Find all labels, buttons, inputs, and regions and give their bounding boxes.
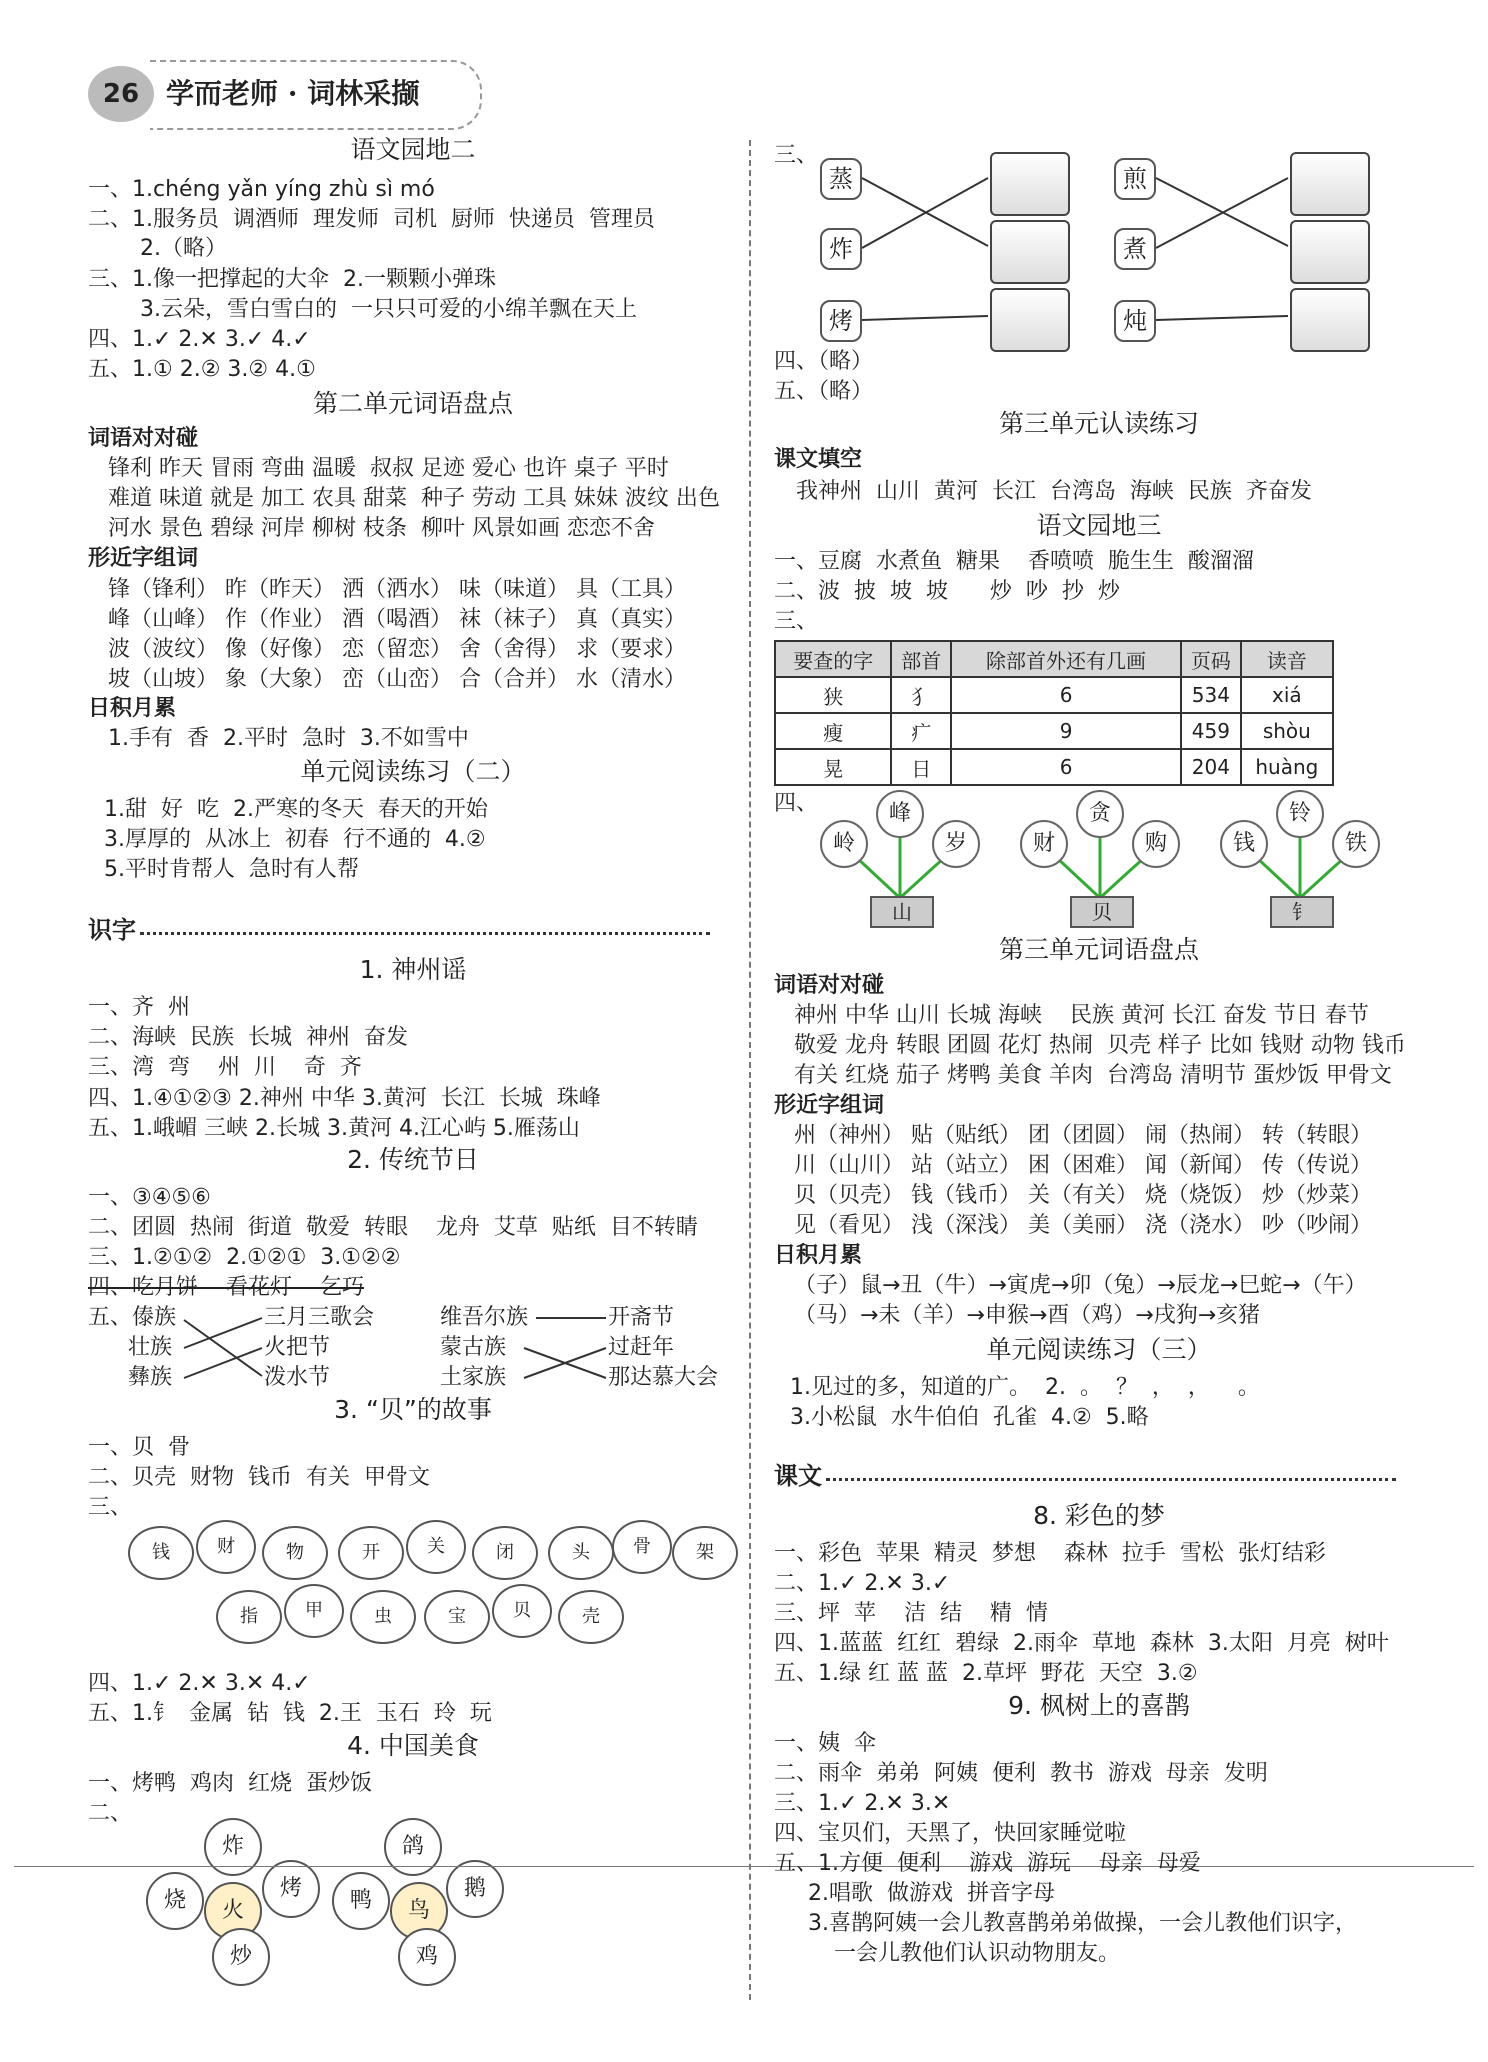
pot-flower: 岭 xyxy=(820,820,868,868)
section-title: 8. 彩色的梦 xyxy=(1033,1501,1165,1530)
section-title: 单元阅读练习（三） xyxy=(986,1335,1212,1364)
table-cell: 6 xyxy=(951,749,1181,785)
answer-line: 我神州 山川 黄河 长江 台湾岛 海峡 民族 齐奋发 xyxy=(796,479,1312,504)
answer-line: 四、1.④①②③ 2.神州 中华 3.黄河 长江 长城 珠峰 xyxy=(88,1086,601,1111)
subheading: 词语对对碰 xyxy=(88,426,199,451)
table-cell: 204 xyxy=(1181,749,1241,785)
section-title: 3. “贝”的故事 xyxy=(334,1395,492,1424)
section-title: 语文园地二 xyxy=(350,135,476,164)
flower-petal: 炒 xyxy=(212,1928,270,1986)
answer-line: 2.唱歌 做游戏 拼音字母 xyxy=(808,1881,1055,1906)
cook-char: 炖 xyxy=(1114,300,1156,342)
answer-line: 一、豆腐 水煮鱼 糖果 香喷喷 脆生生 酸溜溜 xyxy=(774,549,1254,574)
table-cell: 459 xyxy=(1181,713,1241,749)
flower-petal: 炸 xyxy=(204,1818,262,1876)
table-cell: 日 xyxy=(891,749,951,785)
answer-line: 四、 xyxy=(774,791,819,816)
pot: 钅 xyxy=(1270,896,1334,928)
section-title: 1. 神州谣 xyxy=(359,955,467,984)
header-title: 学而老师 · 词林采撷 xyxy=(166,77,420,110)
answer-line: 神州 中华 山川 长城 海峡 民族 黄河 长江 奋发 节日 春节 xyxy=(794,1003,1369,1028)
table-cell: huàng xyxy=(1241,749,1333,785)
match-item: 开斋节 xyxy=(608,1305,675,1330)
answer-line: 五、1.方便 便利 游戏 游玩 母亲 母爱 xyxy=(774,1851,1201,1876)
table-cell: xiá xyxy=(1241,677,1333,713)
answer-line: 一、烤鸭 鸡肉 红烧 蛋炒饭 xyxy=(88,1771,372,1796)
table-cell: 晃 xyxy=(775,749,891,785)
section-title: 第三单元认读练习 xyxy=(998,409,1199,438)
answer-line: 四、1.✓ 2.✕ 3.✓ 4.✓ xyxy=(88,327,311,352)
leaf-char: 架 xyxy=(672,1526,738,1580)
page-number: 26 xyxy=(88,66,154,122)
pot-flower: 财 xyxy=(1020,820,1068,868)
answer-line: 四、吃月饼 看花灯 乞巧 xyxy=(88,1275,364,1300)
table-cell: 9 xyxy=(951,713,1181,749)
section-title: 语文园地三 xyxy=(1036,511,1162,540)
match-item: 土家族 xyxy=(440,1365,507,1390)
answer-line: 1.见过的多，知道的广。 2. 。 ？ ， ， 。 xyxy=(790,1375,1260,1400)
leaf-char: 闭 xyxy=(472,1526,538,1580)
match-item: 火把节 xyxy=(264,1335,331,1360)
answer-line: 二、团圆 热闹 街道 敬爱 转眼 龙舟 艾草 贴纸 目不转睛 xyxy=(88,1215,698,1240)
flower-center: 鸟 xyxy=(390,1882,448,1940)
cook-char: 煎 xyxy=(1114,158,1156,200)
cook-char: 煮 xyxy=(1114,228,1156,270)
answer-line: 四、宝贝们，天黑了，快回家睡觉啦 xyxy=(774,1821,1127,1846)
answer-line: 四、1.✓ 2.✕ 3.✕ 4.✓ xyxy=(88,1671,311,1696)
leaf-char: 关 xyxy=(406,1520,466,1574)
table-header: 要查的字 xyxy=(775,641,891,677)
answer-line: 河水 景色 碧绿 河岸 柳树 枝条 柳叶 风景如画 恋恋不舍 xyxy=(108,516,655,541)
leaf-char: 宝 xyxy=(424,1590,490,1644)
leaf-char: 骨 xyxy=(612,1520,672,1574)
answer-line: 一、③④⑤⑥ xyxy=(88,1185,211,1210)
answer-line: 二、 xyxy=(88,1801,133,1826)
match-item: 维吾尔族 xyxy=(440,1305,529,1330)
answer-line: 三、1.像一把撑起的大伞 2.一颗颗小弹珠 xyxy=(88,267,496,292)
dotted-rule xyxy=(826,1478,1396,1481)
answer-line: 1.甜 好 吃 2.严寒的冬天 春天的开始 xyxy=(104,797,488,822)
cook-match-lines xyxy=(750,140,1450,370)
pot-flower: 峰 xyxy=(876,790,924,838)
section-title: 第二单元词语盘点 xyxy=(312,389,513,418)
table-header: 除部首外还有几画 xyxy=(951,641,1181,677)
answer-line: 二、1.服务员 调酒师 理发师 司机 厨师 快递员 管理员 xyxy=(88,207,655,232)
pot-flower: 购 xyxy=(1132,820,1180,868)
match-item: 过赶年 xyxy=(608,1335,675,1360)
answer-line: 三、 xyxy=(774,609,819,634)
subheading: 形近字组词 xyxy=(774,1093,885,1118)
answer-line: 二、贝壳 财物 钱币 有关 甲骨文 xyxy=(88,1465,430,1490)
match-lines xyxy=(0,0,750,1420)
leaf-char: 甲 xyxy=(284,1584,344,1638)
answer-line: 一、姨 伞 xyxy=(774,1731,876,1756)
answer-line: 难道 味道 就是 加工 农具 甜菜 种子 劳动 工具 妹妹 波纹 出色 xyxy=(108,486,720,511)
answer-line: 3.小松鼠 水牛伯伯 孔雀 4.② 5.略 xyxy=(790,1405,1149,1430)
answer-line: 二、1.✓ 2.✕ 3.✓ xyxy=(774,1571,951,1596)
table-cell: shòu xyxy=(1241,713,1333,749)
cook-char: 炸 xyxy=(820,228,862,270)
pot-flower: 铁 xyxy=(1332,820,1380,868)
answer-line: 3.厚厚的 从冰上 初春 行不通的 4.② xyxy=(104,827,486,852)
flower-petal: 烧 xyxy=(146,1872,204,1930)
table-header: 部首 xyxy=(891,641,951,677)
pot-flower: 岁 xyxy=(932,820,980,868)
answer-line: 贝（贝壳） 钱（钱币） 关（有关） 烧（烧饭） 炒（炒菜） xyxy=(794,1183,1372,1208)
leaf-char: 贝 xyxy=(492,1584,552,1638)
pot-flower: 铃 xyxy=(1276,790,1324,838)
subheading: 形近字组词 xyxy=(88,546,199,571)
answer-line: 二、雨伞 弟弟 阿姨 便利 教书 游戏 母亲 发明 xyxy=(774,1761,1268,1786)
leaf-char: 物 xyxy=(262,1526,328,1580)
leaf-char: 头 xyxy=(548,1526,614,1580)
pot: 山 xyxy=(870,896,934,928)
pot: 贝 xyxy=(1070,896,1134,928)
answer-line: 锋利 昨天 冒雨 弯曲 温暖 叔叔 足迹 爱心 也许 桌子 平时 xyxy=(108,456,669,481)
dictionary-table xyxy=(774,640,1334,786)
table-cell: 狭 xyxy=(775,677,891,713)
answer-line: 一会儿教他们认识动物朋友。 xyxy=(834,1941,1121,1966)
answer-line: 波（波纹） 像（好像） 恋（留恋） 舍（舍得） 求（要求） xyxy=(108,637,686,662)
flower-petal: 鸡 xyxy=(398,1928,456,1986)
match-item: 彝族 xyxy=(128,1365,173,1390)
table-header: 页码 xyxy=(1181,641,1241,677)
unit-heading: 课文 xyxy=(774,1462,822,1490)
answer-line: 五、1.绿 红 蓝 蓝 2.草坪 野花 天空 3.② xyxy=(774,1661,1198,1686)
answer-line: 三、1.✓ 2.✕ 3.✕ xyxy=(774,1791,951,1816)
leaf-char: 壳 xyxy=(558,1590,624,1644)
answer-line: （子）鼠→丑（牛）→寅虎→卯（兔）→辰龙→巳蛇→（午） xyxy=(794,1273,1367,1298)
match-item: 壮族 xyxy=(128,1335,173,1360)
answer-line: 峰（山峰） 作（作业） 酒（喝酒） 袜（袜子） 真（真实） xyxy=(108,607,686,632)
table-row xyxy=(775,677,1333,713)
flower-petal: 鸽 xyxy=(384,1818,442,1876)
flower-center: 火 xyxy=(204,1882,262,1940)
answer-line: 川（山川） 站（站立） 困（困难） 闻（新闻） 传（传说） xyxy=(794,1153,1372,1178)
answer-line: 1.手有 香 2.平时 急时 3.不如雪中 xyxy=(108,726,469,751)
answer-line: 二、波 披 坡 坡 炒 吵 抄 炒 xyxy=(774,579,1120,604)
match-item: 蒙古族 xyxy=(440,1335,507,1360)
answer-line: 5.平时肯帮人 急时有人帮 xyxy=(104,857,359,882)
section-title: 2. 传统节日 xyxy=(347,1145,479,1174)
table-header: 读音 xyxy=(1241,641,1333,677)
table-row xyxy=(775,713,1333,749)
answer-line: 见（看见） 浅（深浅） 美（美丽） 浇（浇水） 吵（吵闹） xyxy=(794,1213,1372,1238)
answer-line: 三、坪 苹 洁 结 精 情 xyxy=(774,1601,1048,1626)
subheading: 词语对对碰 xyxy=(774,973,885,998)
answer-line: 五、1.钅 金属 钻 钱 2.王 玉石 玲 玩 xyxy=(88,1701,492,1726)
pot-flower: 钱 xyxy=(1220,820,1268,868)
answer-line: 2.（略） xyxy=(140,236,227,261)
answer-line: 有关 红烧 茄子 烤鸭 美食 羊肉 台湾岛 清明节 蛋炒饭 甲骨文 xyxy=(794,1063,1392,1088)
flower-petal: 鹅 xyxy=(446,1860,504,1918)
answer-line: 一、齐 州 xyxy=(88,995,190,1020)
answer-line: 敬爱 龙舟 转眼 团圆 花灯 热闹 贝壳 样子 比如 钱财 动物 钱币 xyxy=(794,1033,1406,1058)
subheading: 课文填空 xyxy=(774,447,863,472)
pot-flower: 贪 xyxy=(1076,790,1124,838)
answer-line: （马）→未（羊）→申猴→酉（鸡）→戌狗→亥猪 xyxy=(794,1303,1261,1328)
section-title: 单元阅读练习（二） xyxy=(300,757,526,786)
unit-heading: 识字 xyxy=(88,916,136,944)
leaf-char: 开 xyxy=(338,1526,404,1580)
answer-line: 三、1.②①② 2.①②① 3.①②② xyxy=(88,1245,401,1270)
answer-line: 四、（略） xyxy=(774,349,874,374)
table-cell: 瘦 xyxy=(775,713,891,749)
page-rule xyxy=(14,1866,1474,1867)
answer-line: 3.云朵，雪白雪白的 一只只可爱的小绵羊飘在天上 xyxy=(140,297,637,322)
table-cell: 534 xyxy=(1181,677,1241,713)
match-item: 泼水节 xyxy=(264,1365,331,1390)
leaf-char: 钱 xyxy=(128,1526,194,1580)
cook-char: 蒸 xyxy=(820,158,862,200)
flower-petal: 烤 xyxy=(262,1860,320,1918)
answer-line: 锋（锋利） 昨（昨天） 洒（洒水） 味（味道） 具（工具） xyxy=(108,577,686,602)
section-title: 第三单元词语盘点 xyxy=(998,935,1199,964)
section-title: 4. 中国美食 xyxy=(347,1731,479,1760)
table-cell: 犭 xyxy=(891,677,951,713)
answer-line: 一、彩色 苹果 精灵 梦想 森林 拉手 雪松 张灯结彩 xyxy=(774,1541,1326,1566)
subheading: 日积月累 xyxy=(88,696,177,721)
match-item: 那达慕大会 xyxy=(608,1365,719,1390)
leaf-char: 财 xyxy=(196,1520,256,1574)
answer-line: 三、湾 弯 州 川 奇 齐 xyxy=(88,1055,362,1080)
match-item: 三月三歌会 xyxy=(264,1305,375,1330)
match-item: 五、傣族 xyxy=(88,1305,177,1330)
answer-line: 五、1.① 2.② 3.② 4.① xyxy=(88,357,316,382)
answer-line: 三、 xyxy=(88,1495,133,1520)
answer-line: 三、 xyxy=(774,143,819,168)
answer-line: 3.喜鹊阿姨一会儿教喜鹊弟弟做操，一会儿教他们识字， xyxy=(808,1911,1357,1936)
leaf-char: 指 xyxy=(216,1590,282,1644)
answer-line: 一、贝 骨 xyxy=(88,1435,190,1460)
table-cell: 疒 xyxy=(891,713,951,749)
answer-line: 州（神州） 贴（贴纸） 团（团圆） 闹（热闹） 转（转眼） xyxy=(794,1123,1372,1148)
subheading: 日积月累 xyxy=(774,1243,863,1268)
answer-line: 五、（略） xyxy=(774,379,874,404)
leaf-char: 虫 xyxy=(350,1590,416,1644)
table-cell: 6 xyxy=(951,677,1181,713)
answer-line: 五、1.峨嵋 三峡 2.长城 3.黄河 4.江心屿 5.雁荡山 xyxy=(88,1116,580,1141)
answer-line: 一、1.chéng yǎn yíng zhù sì mó xyxy=(88,177,435,202)
section-title: 9. 枫树上的喜鹊 xyxy=(1008,1691,1190,1720)
flower-petal: 鸭 xyxy=(332,1872,390,1930)
answer-line: 四、1.蓝蓝 红红 碧绿 2.雨伞 草地 森林 3.太阳 月亮 树叶 xyxy=(774,1631,1389,1656)
table-row xyxy=(775,749,1333,785)
answer-line: 坡（山坡） 象（大象） 峦（山峦） 合（合并） 水（清水） xyxy=(108,667,686,692)
cook-char: 烤 xyxy=(820,300,862,342)
answer-line: 二、海峡 民族 长城 神州 奋发 xyxy=(88,1025,408,1050)
